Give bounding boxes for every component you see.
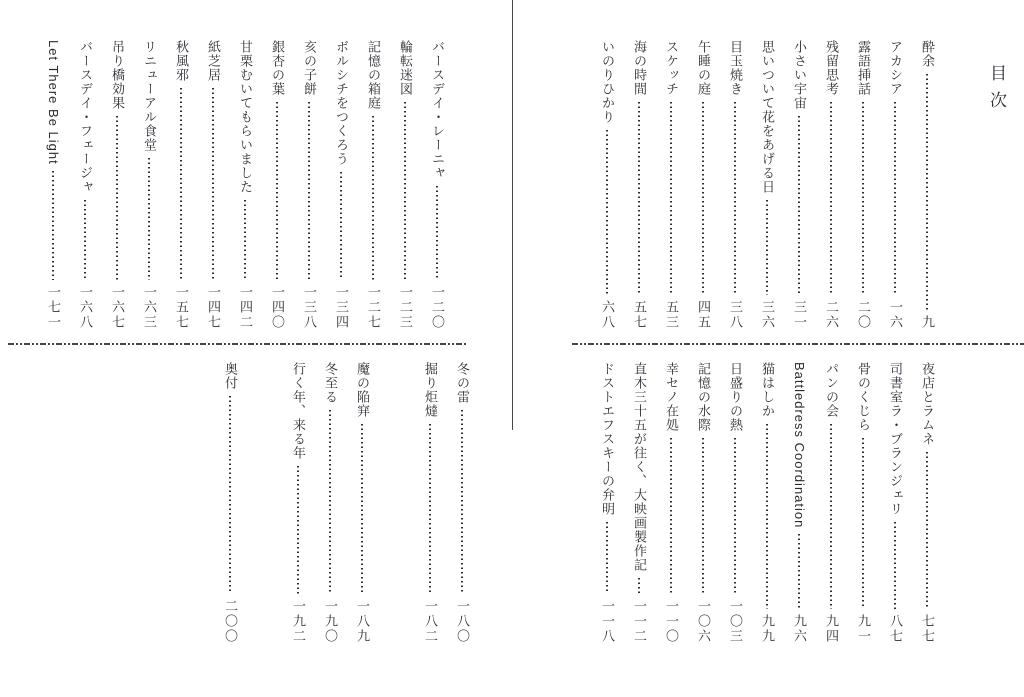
entry-page-number: 一九二 — [291, 599, 306, 644]
entry-title: 思いついて花をあげる日 — [760, 40, 775, 194]
entry-page-number: 九六 — [792, 614, 807, 644]
dotted-leader — [926, 74, 928, 310]
dotted-leader — [212, 88, 214, 280]
entry-title: 小さい宇宙 — [792, 40, 807, 110]
toc-entry — [728, 362, 742, 644]
toc-section-right-bottom — [520, 362, 934, 644]
entry-title: ドストエフスキーの弁明 — [600, 362, 615, 516]
dotted-leader — [276, 102, 278, 280]
toc-entry — [78, 40, 92, 330]
dotted-leader — [606, 130, 608, 295]
dotted-leader — [766, 424, 768, 609]
entry-page-number: 一八九 — [355, 599, 370, 644]
toc-entry — [600, 40, 614, 330]
entry-page-number: 一九〇 — [323, 599, 338, 644]
dotted-leader — [766, 200, 768, 295]
entry-page-number: 一〇三 — [728, 599, 743, 644]
dotted-leader — [404, 102, 406, 280]
toc-entry — [696, 362, 710, 644]
toc-entry — [455, 362, 469, 644]
toc-entry — [920, 40, 934, 330]
entry-page-number: 一五七 — [174, 285, 189, 330]
entry-page-number: 二〇〇 — [223, 599, 238, 644]
entry-page-number: 一四〇 — [270, 285, 285, 330]
entry-title: 紙芝居 — [206, 40, 221, 82]
dotted-leader — [798, 116, 800, 295]
toc-entry — [600, 362, 614, 644]
entry-page-number: 一六七 — [110, 285, 125, 330]
entry-title: 骨のくじら — [856, 362, 871, 432]
dotted-leader — [308, 102, 310, 280]
entry-page-number: 一三八 — [302, 285, 317, 330]
dotted-leader — [734, 102, 736, 295]
entry-title: 司書室ラ・ブランジェリ — [888, 362, 903, 516]
entry-title: ボルシチをつくろう — [334, 40, 349, 166]
entry-title: 残留思考 — [824, 40, 839, 96]
entry-page-number: 四五 — [696, 300, 711, 330]
dotted-leader — [340, 172, 342, 280]
dotted-leader — [734, 438, 736, 594]
toc-entry — [110, 40, 124, 330]
entry-title: 猫はしか — [760, 362, 775, 418]
section-separator-right — [572, 343, 1024, 345]
toc-entry — [398, 40, 412, 330]
toc-entry — [223, 362, 237, 644]
dotted-leader — [116, 116, 118, 280]
dotted-leader — [361, 424, 363, 594]
entry-page-number: 二六 — [824, 300, 839, 330]
entry-page-number: 一六八 — [78, 285, 93, 330]
dotted-leader — [830, 102, 832, 295]
dotted-leader — [638, 102, 640, 295]
entry-title: 記憶の箱庭 — [366, 40, 381, 110]
toc-entry — [856, 362, 870, 644]
entry-title: 銀杏の葉 — [270, 40, 285, 96]
dotted-leader — [461, 410, 463, 594]
toc-entry — [728, 40, 742, 330]
entry-page-number: 一一二 — [632, 599, 647, 644]
toc-entry — [174, 40, 188, 330]
entry-page-number: 九 — [920, 315, 935, 330]
entry-title: 夜店とラムネ — [920, 362, 935, 446]
entry-title: バースデイ・フェージャ — [78, 40, 93, 194]
dotted-leader — [862, 102, 864, 295]
dotted-leader — [670, 438, 672, 594]
dotted-leader — [297, 466, 299, 594]
entry-page-number: 九一 — [856, 614, 871, 644]
entry-title: 冬至る — [323, 362, 338, 404]
entry-title: 酔余 — [920, 40, 935, 68]
entry-title: 甘栗むいてもらいました — [238, 40, 253, 194]
entry-title: 幸セノ在処 — [664, 362, 679, 432]
entry-title: 午睡の庭 — [696, 40, 711, 96]
entry-page-number: 一六三 — [142, 285, 157, 330]
dotted-leader — [702, 102, 704, 295]
center-page-divider — [512, 0, 513, 430]
entry-page-number: 一七一 — [46, 285, 61, 330]
dotted-leader — [229, 396, 231, 594]
toc-entry — [238, 40, 252, 330]
toc-entry — [792, 362, 806, 644]
dotted-leader — [436, 186, 438, 280]
toc-entry — [664, 40, 678, 330]
entry-title: アカシア — [888, 40, 903, 96]
toc-entry — [824, 362, 838, 644]
dotted-leader — [894, 522, 896, 609]
entry-title: 掘り炬燵 — [423, 362, 438, 418]
toc-entry — [888, 40, 902, 330]
entry-page-number: 一八二 — [423, 599, 438, 644]
dotted-leader — [180, 88, 182, 280]
toc-entry — [366, 40, 380, 330]
toc-section-left-top — [10, 40, 444, 330]
entry-page-number: 一四二 — [238, 285, 253, 330]
entry-page-number: 一四七 — [206, 285, 221, 330]
dotted-leader — [244, 200, 246, 280]
entry-page-number: 三一 — [792, 300, 807, 330]
entry-title: 目玉焼き — [728, 40, 743, 96]
entry-page-number: 一〇六 — [696, 599, 711, 644]
toc-entry — [888, 362, 902, 644]
entry-title: 海の時間 — [632, 40, 647, 96]
entry-title: 冬の雷 — [455, 362, 470, 404]
toc-entry — [302, 40, 316, 330]
dotted-leader — [702, 438, 704, 594]
entry-page-number: 一一〇 — [664, 599, 679, 644]
toc-entry — [423, 362, 437, 644]
dotted-leader — [894, 102, 896, 295]
toc-entry — [291, 362, 305, 644]
dotted-leader — [830, 424, 832, 609]
entry-page-number: 五七 — [632, 300, 647, 330]
entry-title: 日盛りの熱 — [728, 362, 743, 432]
toc-entry — [856, 40, 870, 330]
entry-title: パンの会 — [824, 362, 839, 418]
toc-entry — [270, 40, 284, 330]
entry-title: 奥付 — [223, 362, 238, 390]
toc-entry — [632, 40, 646, 330]
toc-entry — [632, 362, 646, 644]
entry-page-number: 一一八 — [600, 599, 615, 644]
entry-title: いのりひかり — [600, 40, 615, 124]
entry-title: 行く年、来る年 — [291, 362, 306, 460]
dotted-leader — [862, 438, 864, 609]
toc-entry — [664, 362, 678, 644]
entry-page-number: 三八 — [728, 300, 743, 330]
dotted-leader — [606, 522, 608, 594]
dotted-leader — [926, 452, 928, 609]
entry-page-number: 九九 — [760, 614, 775, 644]
entry-page-number: 一六 — [888, 300, 903, 330]
entry-page-number: 九四 — [824, 614, 839, 644]
dotted-leader — [670, 102, 672, 295]
dotted-leader — [148, 158, 150, 280]
entry-page-number: 一八〇 — [455, 599, 470, 644]
toc-entry — [920, 362, 934, 644]
entry-title: 記憶の水際 — [696, 362, 711, 432]
dotted-leader — [798, 534, 800, 609]
entry-title: リニューアル食堂 — [142, 40, 157, 152]
entry-title: 魔の陥穽 — [355, 362, 370, 418]
page-title: 目次 — [987, 64, 1006, 118]
toc-entry — [824, 40, 838, 330]
entry-title: Let There Be Light — [46, 40, 61, 165]
toc-entry — [792, 40, 806, 330]
entry-page-number: 一二三 — [398, 285, 413, 330]
toc-section-right-top — [520, 40, 934, 330]
dotted-leader — [372, 116, 374, 280]
toc-entry — [142, 40, 156, 330]
entry-title: 亥の子餅 — [302, 40, 317, 96]
toc-entry — [430, 40, 444, 330]
dotted-leader — [329, 410, 331, 594]
entry-title: 直木三十五が往く、大映画製作記 — [632, 362, 647, 572]
toc-entry — [355, 362, 369, 644]
entry-title: 露語挿話 — [856, 40, 871, 96]
dotted-leader — [52, 171, 54, 280]
entry-title: 秋風邪 — [174, 40, 189, 82]
entry-page-number: 二〇 — [856, 300, 871, 330]
toc-section-left-bottom — [10, 362, 469, 644]
entry-title: Battledress Coordination — [792, 362, 807, 529]
toc-entry — [46, 40, 60, 330]
dotted-leader — [429, 424, 431, 594]
entry-title: 吊り橋効果 — [110, 40, 125, 110]
entry-title: スケッチ — [664, 40, 679, 96]
dotted-leader — [638, 578, 640, 594]
entry-page-number: 一三四 — [334, 285, 349, 330]
toc-entry — [334, 40, 348, 330]
entry-title: バースデイ・レーニャ — [430, 40, 445, 180]
toc-entry — [696, 40, 710, 330]
entry-page-number: 七七 — [920, 614, 935, 644]
dotted-leader — [84, 200, 86, 280]
section-separator-left — [8, 343, 466, 345]
entry-page-number: 一二七 — [366, 285, 381, 330]
toc-entry — [206, 40, 220, 330]
entry-page-number: 一二〇 — [430, 285, 445, 330]
entry-page-number: 五三 — [664, 300, 679, 330]
toc-entry — [760, 40, 774, 330]
entry-page-number: 八七 — [888, 614, 903, 644]
entry-page-number: 六八 — [600, 300, 615, 330]
entry-page-number: 三六 — [760, 300, 775, 330]
toc-entry — [760, 362, 774, 644]
entry-title: 輪転迷図 — [398, 40, 413, 96]
toc-entry — [323, 362, 337, 644]
